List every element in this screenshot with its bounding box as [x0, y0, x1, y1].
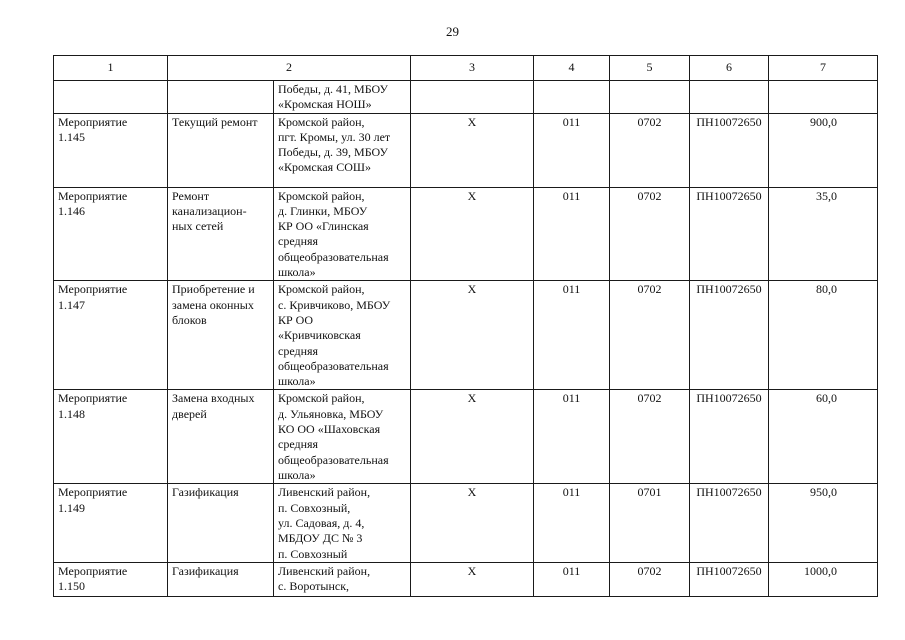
page-number: 29 [446, 24, 459, 39]
measure-col3: Х [411, 113, 534, 187]
header-col-7: 7 [769, 56, 878, 81]
header-col-5: 5 [610, 56, 690, 81]
measure-id: Мероприятие 1.148 [54, 390, 168, 484]
measure-col6: ПН10072650 [690, 390, 769, 484]
measure-address: Кромской район, с. Кривчиково, МБОУ КР ОО «Кривчиковская средняя общеобразовательная школа» [274, 281, 411, 390]
table-row [54, 562, 878, 596]
continuation-cell-5 [610, 81, 690, 114]
measure-col6: ПН10072650 [690, 113, 769, 187]
measure-amount: 80,0 [769, 281, 878, 390]
measure-id: Мероприятие 1.146 [54, 187, 168, 281]
measure-col4: 011 [534, 562, 610, 596]
measure-id: Мероприятие 1.150 [54, 562, 168, 596]
header-col-6: 6 [690, 56, 769, 81]
measure-col6: ПН10072650 [690, 281, 769, 390]
table-row [54, 113, 878, 187]
measure-col4: 011 [534, 484, 610, 562]
measure-name: Замена входных дверей [168, 390, 274, 484]
measure-address: Кромской район, д. Ульяновка, МБОУ КО ОО «Шаховская средняя общеобразовательная школа» [274, 390, 411, 484]
continuation-cell-name [168, 81, 274, 114]
measure-col5: 0702 [610, 390, 690, 484]
measure-amount: 900,0 [769, 113, 878, 187]
measure-amount: 950,0 [769, 484, 878, 562]
measure-col3: Х [411, 281, 534, 390]
continuation-cell-6 [690, 81, 769, 114]
header-col-2: 2 [168, 56, 411, 81]
measure-amount: 35,0 [769, 187, 878, 281]
measure-col3: Х [411, 562, 534, 596]
measure-name: Приобретение и замена оконных блоков [168, 281, 274, 390]
measure-col6: ПН10072650 [690, 562, 769, 596]
measure-address: Ливенский район, п. Совхозный, ул. Садовая, д. 4, МБДОУ ДС № 3 п. Совхозный [274, 484, 411, 562]
measure-amount: 1000,0 [769, 562, 878, 596]
measure-col4: 011 [534, 281, 610, 390]
measure-col5: 0702 [610, 113, 690, 187]
measure-id: Мероприятие 1.149 [54, 484, 168, 562]
column-number-header-row [54, 56, 878, 81]
measure-name: Газификация [168, 484, 274, 562]
header-col-3: 3 [411, 56, 534, 81]
measure-col4: 011 [534, 390, 610, 484]
budget-measures-table [53, 55, 878, 597]
continuation-cell-1 [54, 81, 168, 114]
table-row [54, 281, 878, 390]
measure-col6: ПН10072650 [690, 484, 769, 562]
measure-col5: 0702 [610, 187, 690, 281]
continuation-cell-address: Победы, д. 41, МБОУ «Кромская НОШ» [274, 81, 411, 114]
measure-col5: 0702 [610, 281, 690, 390]
measure-name: Ремонт канализацион- ных сетей [168, 187, 274, 281]
measure-address: Кромской район, д. Глинки, МБОУ КР ОО «Глинская средняя общеобразовательная школа» [274, 187, 411, 281]
measure-col3: Х [411, 484, 534, 562]
measure-address: Кромской район, пгт. Кромы, ул. 30 лет Победы, д. 39, МБОУ «Кромская СОШ» [274, 113, 411, 187]
measure-id: Мероприятие 1.147 [54, 281, 168, 390]
continuation-cell-3 [411, 81, 534, 114]
measure-col5: 0702 [610, 562, 690, 596]
measure-name: Газификация [168, 562, 274, 596]
measure-col4: 011 [534, 113, 610, 187]
measure-col6: ПН10072650 [690, 187, 769, 281]
table-row [54, 484, 878, 562]
continuation-row [54, 81, 878, 114]
table-row [54, 390, 878, 484]
continuation-cell-4 [534, 81, 610, 114]
continuation-cell-7 [769, 81, 878, 114]
measure-address: Ливенский район, с. Воротынск, [274, 562, 411, 596]
header-col-4: 4 [534, 56, 610, 81]
measure-col5: 0701 [610, 484, 690, 562]
measure-col3: Х [411, 187, 534, 281]
measure-col3: Х [411, 390, 534, 484]
measure-name: Текущий ремонт [168, 113, 274, 187]
header-col-1: 1 [54, 56, 168, 81]
table-row [54, 187, 878, 281]
measure-amount: 60,0 [769, 390, 878, 484]
measure-id: Мероприятие 1.145 [54, 113, 168, 187]
measure-col4: 011 [534, 187, 610, 281]
